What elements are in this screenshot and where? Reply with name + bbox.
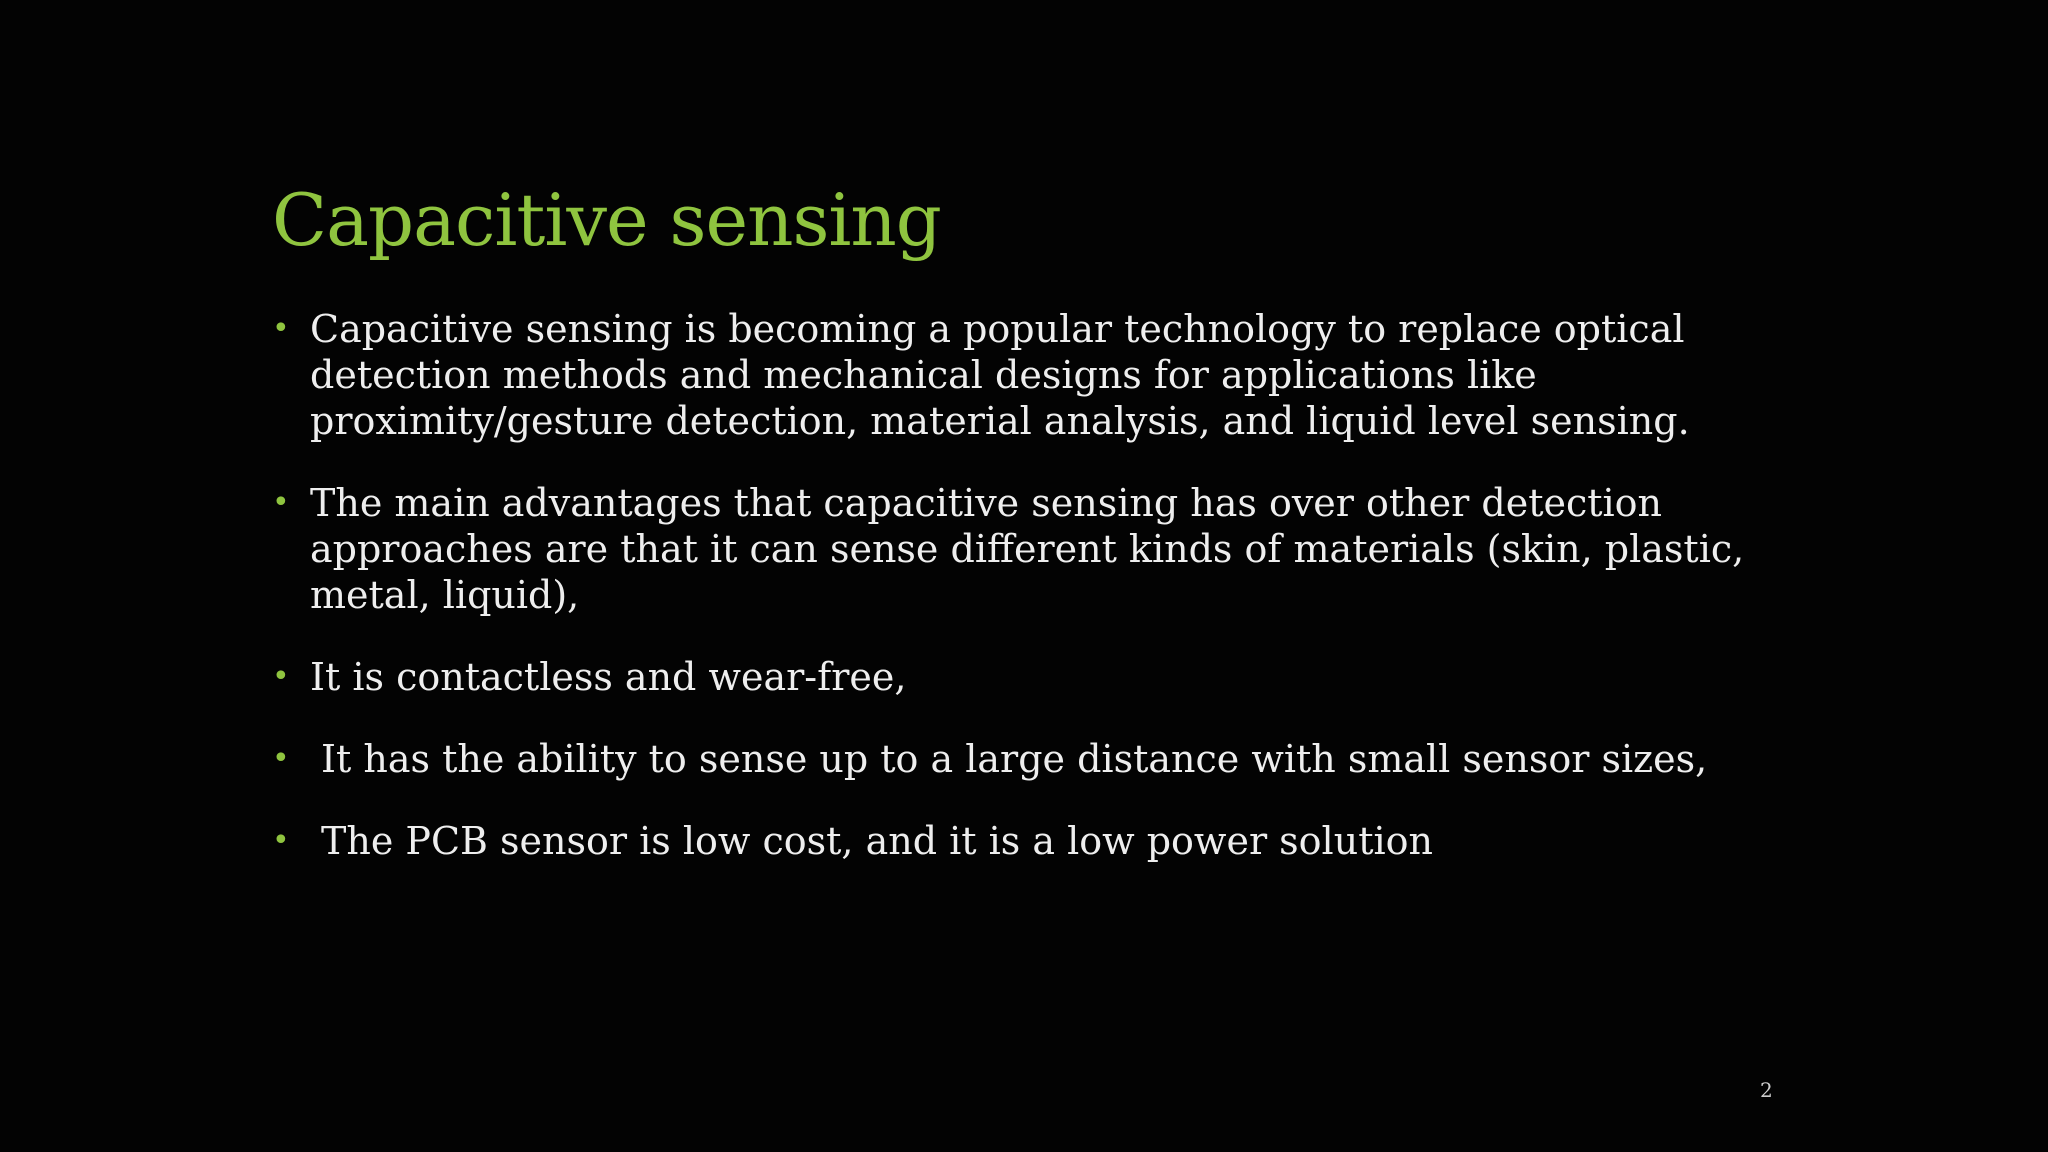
- bullet-item-4: [270, 736, 1790, 782]
- bullet-item-5: [270, 818, 1790, 864]
- bullet-dot-icon: •: [272, 741, 290, 776]
- bullet-text-1: Capacitive sensing is becoming a popular technology to replace optical detection methods and mechanical designs for applications like proximity/gesture detection, material analysis, and liquid level sensing.: [310, 307, 1690, 443]
- bullet-dot-icon: •: [272, 485, 290, 520]
- bullet-text-3: It is contactless and wear-free,: [310, 655, 907, 699]
- bullet-dot-icon: •: [272, 823, 290, 858]
- bullet-text-2: The main advantages that capacitive sensing has over other detection approaches are that it can sense different kinds of materials (skin, plastic, metal, liquid),: [310, 481, 1745, 617]
- bullet-text-4: It has the ability to sense up to a large distance with small sensor sizes,: [321, 737, 1708, 781]
- page-number: 2: [1760, 1078, 1773, 1102]
- bullet-dot-icon: •: [272, 659, 290, 694]
- bullet-item-3: [270, 654, 1790, 700]
- bullet-item-1: [270, 306, 1790, 444]
- bullet-dot-icon: •: [272, 311, 290, 346]
- bullet-item-2: [270, 480, 1790, 618]
- slide-title: Capacitive sensing: [272, 178, 941, 262]
- bullet-list: [270, 306, 1790, 900]
- bullet-text-5: The PCB sensor is low cost, and it is a low power solution: [321, 819, 1433, 863]
